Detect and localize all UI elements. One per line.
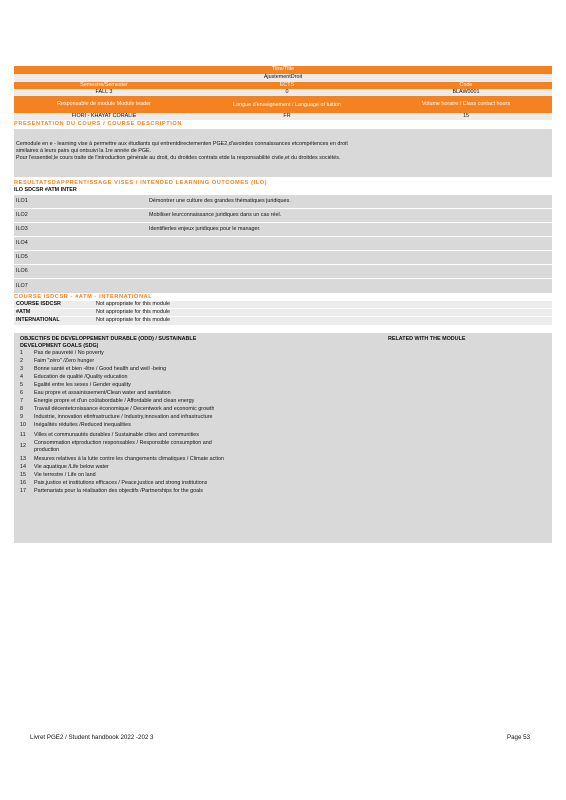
sdg-text: Partenariats pour la réalisation des objectifs /Partnerships for the goals [34,488,203,494]
responsible-header-row [14,96,552,113]
presentation-line-1: Cemodule en e - learning vise à permettre aux étudiants qui entrentdirectementen PGE2,d'avoirdes connaissances etcompétences en droit [16,141,348,147]
presentation-title [14,120,552,129]
ilo-header-text: ILO SDCSR #ATM INTER [14,187,77,193]
semester-label: Semestre/Semester [80,82,128,88]
sdg-text: Vie terrestre / Life on land [34,472,96,478]
title-label-row [14,66,552,74]
language-label: Langue d'enseignement / Language of tuition [233,101,341,108]
sdg-number: 2 [20,358,23,364]
sdg-text: Consommation etproduction responsables / Responsible consumption and [34,440,212,446]
title-value: AjustementDroit [263,74,303,80]
sdg-item [20,406,552,414]
sdg-text-continued: production [34,446,60,453]
sdg-text: Energie propre et d'un coûtabordable / Affordable and clean energy [34,398,195,404]
presentation-line-3: Pour l'essentiel,le cours traite de l'introduction générale au droit, du droitdes contrats etde la responsabilité civile,et du droitdes sociétés. [16,155,341,161]
sdg-text: Inégalités réduites /Reduced inequalities [34,422,131,428]
semester-value-row [14,89,552,96]
ilo-code: ILO6 [16,268,28,274]
sdg-text: Vie aquatique /Life below water [34,464,109,470]
volume-label: Volume horaire / Class contact hours [421,101,511,107]
title-value-row [14,74,552,82]
sdg-text: Faim "zéro" /Zero hunger [34,358,95,364]
sdg-text: Villes et communautés durables / Sustainable cities and communities [34,431,199,438]
sdg-item [20,472,552,480]
sdg-item [20,422,552,430]
page-number: Page 53 [506,734,530,741]
sdg-number: 15 [20,472,26,478]
sdg-box [14,333,552,543]
sdg-text: Egalité entre les sexes / Gender equality [34,382,131,388]
sdg-item [20,374,552,382]
sdg-number: 17 [20,488,26,494]
sdg-item [20,480,552,488]
ilo-row [14,237,552,251]
responsible-value: FIORI - KHAYAT CORALIE [71,113,137,119]
ilo-text: Mobiliser leurconnaissance juridiques dans un cas réel. [149,212,282,218]
sdg-title-line-2: DEVELOPMENT GOALS (SDG) [20,343,99,349]
sdg-title-row [20,336,552,343]
sdg-item [20,414,552,422]
sdg-number: 11 [20,431,26,438]
title-label: Titre/Title [271,66,295,72]
presentation-title-text: PRESENTATION DU COURS / COURSE DESCRIPTION [14,121,182,127]
sdg-text: Paix,justice et institutions efficaces / Peace,justice and strong institutions [34,480,208,486]
sdg-number: 14 [20,464,26,470]
ilo-row [14,265,552,279]
ilo-code: ILO1 [16,198,28,204]
sdg-item [20,398,552,406]
semester-value: FALL 3 [95,89,113,95]
sdg-number: 3 [20,366,23,372]
sdg-number: 6 [20,390,23,396]
ilo-text: Identifierles enjeux juridiques pour le manager. [149,226,261,232]
ilo-code: ILO2 [16,212,28,218]
course-title-text: COURSE ISDCSR - #ATM - INTERNATIONAL [14,294,153,300]
sdg-item [20,488,552,496]
ilo-code: ILO3 [16,226,28,232]
sdg-number: 7 [20,398,23,404]
ilo-row [14,279,552,293]
ilo-code: ILO4 [16,240,28,246]
sdg-text: Pas de pauvreté / No poverty [34,350,104,356]
responsible-label: Responsable de module Module leader [57,101,151,107]
ilo-code: ILO7 [16,282,28,289]
sdg-text: Bonne santé et bien -être / Good health and well -being [34,366,167,372]
sdg-text: Travail décentetcroissance économique / Decentwork and economic growth [34,406,215,412]
language-value: FR [283,113,291,119]
sdg-number: 10 [20,422,26,428]
code-value: BLAW0001 [452,89,480,95]
sdg-title-line-1: OBJECTIFS DE DEVELOPPEMENT DURABLE (ODD) / SUSTAINABLE [20,336,197,342]
course-value: Not appropriate for this module [96,301,171,307]
sdg-item [20,350,552,358]
sdg-number: 4 [20,374,23,380]
sdg-number: 13 [20,455,26,462]
ilo-row [14,251,552,265]
ilo-row [14,195,552,209]
sdg-item [20,358,552,366]
presentation-line-2: similaires à leurs pairs qui ontsuivi la 1re année de PGE. [16,148,152,154]
sdg-text: Eau propre et assainissement/Clean water and sanitation [34,390,171,396]
sdg-item [20,464,552,472]
ilo-row [14,209,552,223]
ilo-table [14,195,552,293]
module-sheet [14,66,552,543]
ects-label: ECTS [279,82,295,88]
course-label: INTERNATIONAL [16,317,60,323]
ilo-row [14,223,552,237]
course-row [14,301,552,309]
ilo-header [14,187,552,195]
footer-left: Livret PGE2 / Student handbook 2022 -202 3 [30,734,154,741]
sdg-item [20,366,552,374]
sdg-number: 16 [20,480,26,486]
sdg-title-row-2 [20,343,552,350]
ilo-text: Démontrer une culture des grandes thématiques juridiques. [149,198,291,204]
course-value: Not appropriate for this module [96,317,171,323]
semester-header-row [14,82,552,89]
sdg-number: 12 [20,443,26,449]
sdg-item [20,390,552,398]
sdg-item [20,382,552,390]
sdg-item [20,430,552,440]
volume-value: 15 [463,113,469,119]
sdg-text: Education de qualité /Quality education [34,374,128,380]
ects-value: 0 [285,89,289,95]
course-title [14,293,552,301]
sdg-list [20,350,552,496]
ilo-title-text: RESULTATSDAPPRENTISSAGE VISES / INTENDED LEARNING OUTCOMES (ILO) [14,180,268,186]
sdg-item [20,454,552,464]
course-value: Not appropriate for this module [96,309,171,315]
sdg-number: 8 [20,406,23,412]
ilo-title [14,179,552,187]
course-row [14,317,552,325]
presentation-box [14,129,552,177]
sdg-number: 9 [20,414,23,420]
course-label: COURSE ISDCSR [16,301,61,307]
sdg-number: 1 [20,350,23,356]
sdg-text: Mesures relatives à la lutte contre les changements climatiques / Climate action [34,455,224,462]
sdg-text: Industrie, innovation etinfrastructure / Industry,innovation and infrastructure [34,414,213,420]
sdg-item [20,440,552,454]
sdg-related-label: RELATED WITH THE MODULE [388,336,466,342]
sdg-number: 5 [20,382,23,388]
code-label: Code [459,82,473,88]
page-footer [30,734,530,741]
responsible-value-row [14,113,552,120]
course-label: #ATM [16,309,31,315]
ilo-code: ILO5 [16,254,28,260]
course-row [14,309,552,317]
